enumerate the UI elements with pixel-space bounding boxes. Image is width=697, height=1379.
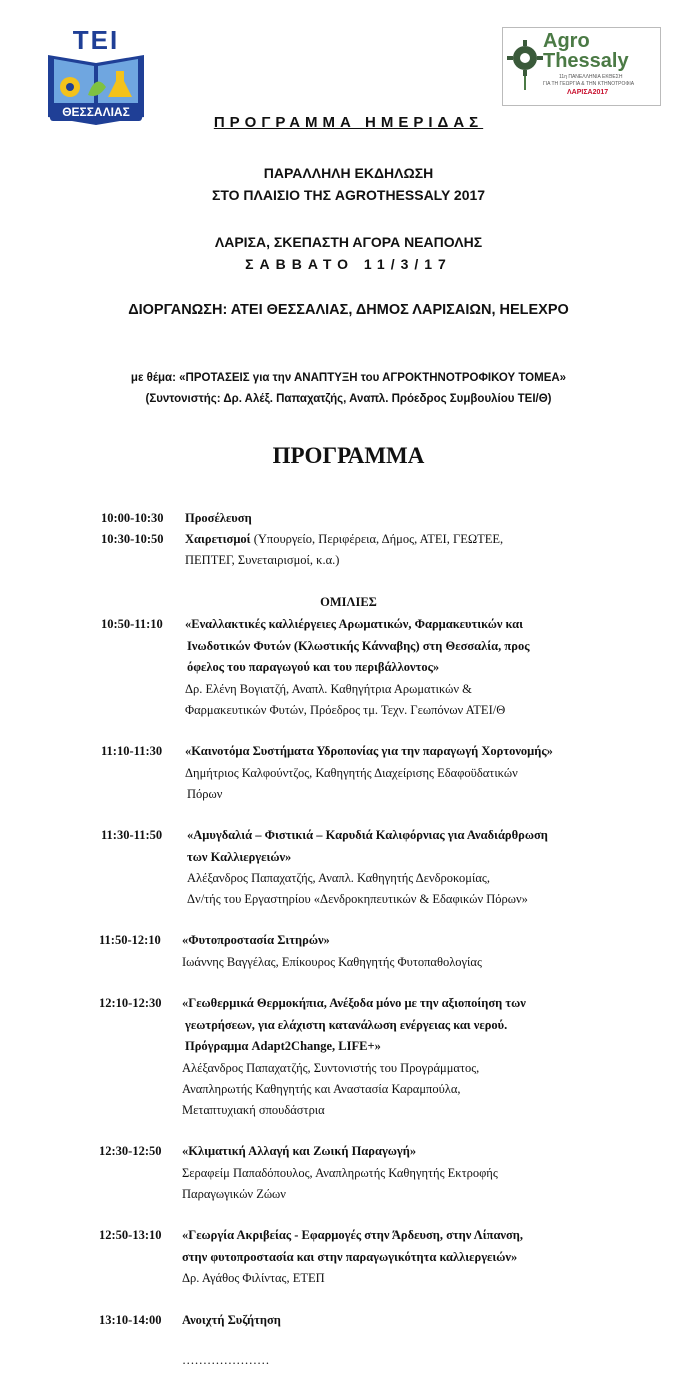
program-item-title: Πρόγραμμα Adapt2Change, LIFE+» bbox=[185, 1039, 381, 1053]
program-item-time: 10:00-10:30 bbox=[101, 511, 164, 525]
program-item-title: «Γεωργία Ακριβείας - Εφαρμογές στην Άρδευση, στην Λίπανση, bbox=[182, 1228, 524, 1242]
program-item-time: 11:30-11:50 bbox=[101, 828, 163, 842]
agro-logo-line2: Thessaly bbox=[543, 50, 629, 72]
program-item-time: 10:50-11:10 bbox=[101, 617, 163, 631]
program-item-speaker: Πόρων bbox=[187, 787, 223, 801]
program-item-title: Ανοιχτή Συζήτηση bbox=[182, 1313, 281, 1327]
organizers: ΔΙΟΡΓΑΝΩΣΗ: ΑΤΕΙ ΘΕΣΣΑΛΙΑΣ, ΔΗΜΟΣ ΛΑΡΙΣΑΙΩΝ, HELEXPO bbox=[128, 302, 569, 318]
agro-logo-small2: ΓΙΑ ΤΗ ΓΕΩΡΓΙΑ & ΤΗΝ ΚΤΗΝΟΤΡΟΦΙΑ bbox=[543, 81, 635, 87]
program-item-title: Ινωδοτικών Φυτών (Κλωστικής Κάνναβης) στη Θεσσαλία, προς bbox=[187, 639, 530, 653]
program-item-title: «Αμυγδαλιά – Φιστικιά – Καρυδιά Καλιφόρνιας για Αναδιάρθρωση bbox=[187, 828, 548, 842]
program-item-time: 12:30-12:50 bbox=[99, 1144, 162, 1158]
program-item-speaker: Δημήτριος Καλφούντζος, Καθηγητής Διαχείρισης Εδαφοϋδατικών bbox=[185, 766, 518, 780]
program-item-time: 11:50-12:10 bbox=[99, 933, 161, 947]
program-item-title: «Φυτοπροστασία Σιτηρών» bbox=[182, 933, 330, 947]
program-item-time: 12:10-12:30 bbox=[99, 996, 162, 1010]
program-item-title: Προσέλευση bbox=[185, 511, 252, 525]
program-item-title: στην φυτοπροστασία και στην παραγωγικότητα καλλιεργειών» bbox=[182, 1250, 518, 1264]
subtitle-parallel-event: ΠΑΡΑΛΛΗΛΗ ΕΚΔΗΛΩΣΗ bbox=[263, 165, 434, 181]
program-item-title: «Καινοτόμα Συστήματα Υδροπονίας για την παραγωγή Χορτονομής» bbox=[185, 744, 553, 758]
program-item-speaker: Παραγωγικών Ζώων bbox=[182, 1187, 286, 1201]
event-location: ΛΑΡΙΣΑ, ΣΚΕΠΑΣΤΗ ΑΓΟΡΑ ΝΕΑΠΟΛΗΣ bbox=[214, 234, 483, 250]
program-item-speaker: Δρ. Ελένη Βογιατζή, Αναπλ. Καθηγήτρια Αρωματικών & bbox=[185, 682, 472, 696]
program-item-speaker: Αλέξανδρος Παπαχατζής, Αναπλ. Καθηγητής Δενδροκομίας, bbox=[187, 871, 490, 885]
program-item-speaker: Αλέξανδρος Παπαχατζής, Συντονιστής του Προγράμματος, bbox=[182, 1061, 480, 1075]
event-coordinator: (Συντονιστής: Δρ. Αλέξ. Παπαχατζής, Αναπλ. Πρόεδρος Συμβουλίου ΤΕΙ/Θ) bbox=[145, 393, 552, 405]
program-item-time: 10:30-10:50 bbox=[101, 532, 164, 546]
program-item-speaker: Ιωάννης Βαγγέλας, Επίκουρος Καθηγητής Φυτοπαθολογίας bbox=[182, 955, 482, 969]
subtitle-agrothessaly: ΣΤΟ ΠΛΑΙΣΙΟ ΤΗΣ AGROTHESSALY 2017 bbox=[211, 187, 486, 203]
document-heading: ΠΡΟΓΡΑΜΜΑ ΗΜΕΡΙΔΑΣ bbox=[213, 114, 484, 131]
talks-header: ΟΜΙΛΙΕΣ bbox=[320, 595, 377, 609]
program-item-speaker: Δν/τής του Εργαστηρίου «Δενδροκηπευτικών & Εδαφικών Πόρων» bbox=[187, 892, 528, 906]
agro-logo-line1: Agro bbox=[543, 30, 590, 52]
program-item-title: των Καλλιεργειών» bbox=[187, 850, 292, 864]
program-item-time: 13:10-14:00 bbox=[99, 1313, 162, 1327]
program-item-speaker: Αναπληρωτής Καθηγητής και Αναστασία Καραμπούλα, bbox=[182, 1082, 461, 1096]
event-topic: με θέμα: «ΠΡΟΤΑΣΕΙΣ για την ΑΝΑΠΤΥΞΗ του ΑΓΡΟΚΤΗΝΟΤΡΟΦΙΚΟΥ ΤΟΜΕΑ» bbox=[130, 372, 567, 384]
program-item-speaker: Σεραφείμ Παπαδόπουλος, Αναπληρωτής Καθηγητής Εκτροφής bbox=[182, 1166, 498, 1180]
trailing-dots: ………………… bbox=[182, 1353, 270, 1367]
program-item-detail: ΠΕΠΤΕΓ, Συνεταιρισμοί, κ.α.) bbox=[185, 553, 340, 567]
program-item-speaker: Μεταπτυχιακή σπουδάστρια bbox=[182, 1103, 325, 1117]
program-item-title: «Εναλλακτικές καλλιέργειες Αρωματικών, Φαρμακευτικών και bbox=[185, 617, 523, 631]
program-item-title: Χαιρετισμοί bbox=[185, 532, 251, 546]
program-item-time: 11:10-11:30 bbox=[101, 744, 163, 758]
agro-logo-small1: 11η ΠΑΝΕΛΛΗΝΙΑ ΕΚΘΕΣΗ bbox=[559, 74, 623, 80]
program-item-title: όφελος του παραγωγού και του περιβάλλοντος» bbox=[187, 660, 440, 674]
program-item-time: 12:50-13:10 bbox=[99, 1228, 162, 1242]
program-item-detail: (Υπουργείο, Περιφέρεια, Δήμος, ΑΤΕΙ, ΓΕΩΤΕΕ, bbox=[250, 532, 504, 546]
tei-logo-banner-text: ΘΕΣΣΑΛΙΑΣ bbox=[62, 105, 130, 119]
program-item-title: γεωτρήσεων, για ελάχιστη κατανάλωση ενέργειας και νερού. bbox=[185, 1018, 508, 1032]
program-item-line bbox=[185, 532, 503, 547]
program-item-title: «Γεωθερμικά Θερμοκήπια, Ανέξοδα μόνο με την αξιοποίηση των bbox=[182, 996, 526, 1010]
program-item-speaker: Δρ. Αγάθος Φιλίντας, ΕΤΕΠ bbox=[182, 1271, 325, 1285]
tei-logo-letters: ΤΕΙ bbox=[72, 25, 120, 55]
program-title: ΠΡΟΓΡΑΜΜΑ bbox=[272, 443, 425, 468]
agro-logo-small3: ΛΑΡΙΣΑ2017 bbox=[567, 89, 609, 96]
program-item-speaker: Φαρμακευτικών Φυτών, Πρόεδρος τμ. Τεχν. Γεωπόνων ΑΤΕΙ/Θ bbox=[185, 703, 506, 717]
agrothessaly-logo bbox=[502, 27, 661, 106]
program-item-title: «Κλιματική Αλλαγή και Ζωική Παραγωγή» bbox=[182, 1144, 417, 1158]
event-date: ΣΑΒΒΑΤΟ 11/3/17 bbox=[245, 256, 452, 272]
